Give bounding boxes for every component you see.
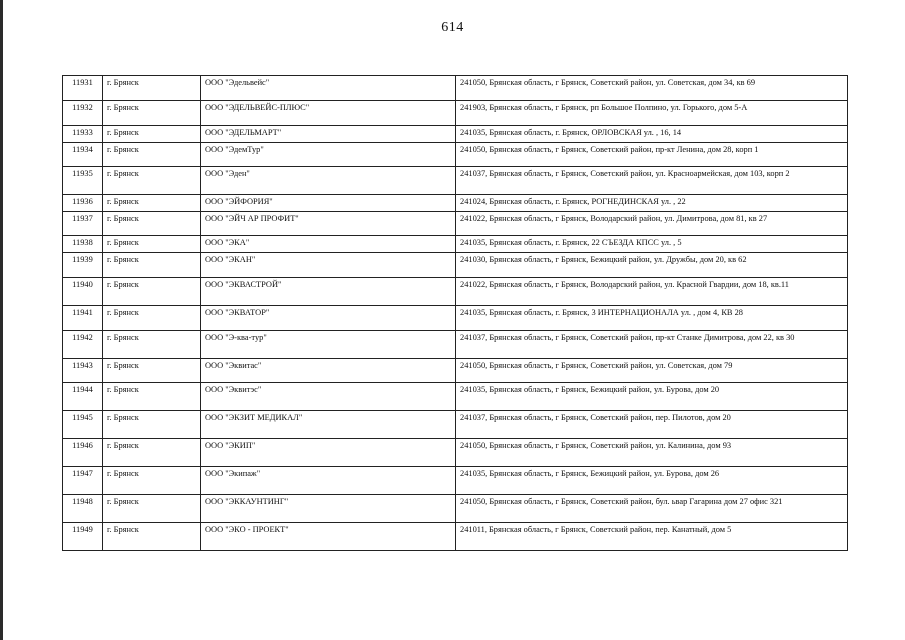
row-address: 241022, Брянская область, г Брянск, Володарский район, ул. Димитрова, дом 81, кв 27: [456, 212, 848, 236]
row-number: 11939: [63, 253, 103, 278]
table-row: [63, 523, 848, 551]
row-address: 241050, Брянская область, г Брянск, Советский район, ул. Советская, дом 79: [456, 359, 848, 383]
row-number: 11937: [63, 212, 103, 236]
row-organization: ООО "ЭКВАСТРОЙ": [201, 278, 456, 306]
row-address: 241050, Брянская область, г Брянск, Советский район, ул. Советская, дом 34, кв 69: [456, 76, 848, 101]
row-organization: ООО "ЭдемТур": [201, 143, 456, 167]
table-row: [63, 383, 848, 411]
row-address: 241035, Брянская область, г Брянск, Бежицкий район, ул. Бурова, дом 26: [456, 467, 848, 495]
row-organization: ООО "ЭКЗИТ МЕДИКАЛ": [201, 411, 456, 439]
row-address: 241035, Брянская область, г. Брянск, ОРЛОВСКАЯ ул. , 16, 14: [456, 126, 848, 143]
table-row: [63, 143, 848, 167]
row-organization: ООО "Эквитас": [201, 359, 456, 383]
table-row: [63, 253, 848, 278]
row-city: г. Брянск: [103, 306, 201, 331]
table-row: [63, 195, 848, 212]
row-organization: ООО "Экипаж": [201, 467, 456, 495]
row-address: 241037, Брянская область, г Брянск, Советский район, пр-кт Станке Димитрова, дом 22, кв 30: [456, 331, 848, 359]
row-city: г. Брянск: [103, 76, 201, 101]
row-organization: ООО "ЭДЕЛЬМАРТ": [201, 126, 456, 143]
table-row: [63, 212, 848, 236]
page-number: 614: [441, 20, 464, 35]
row-organization: ООО "Э-ква-тур": [201, 331, 456, 359]
row-city: г. Брянск: [103, 195, 201, 212]
table-row: [63, 306, 848, 331]
row-number: 11933: [63, 126, 103, 143]
row-city: г. Брянск: [103, 383, 201, 411]
row-address: 241022, Брянская область, г Брянск, Володарский район, ул. Красной Гвардии, дом 18, кв.11: [456, 278, 848, 306]
row-address: 241024, Брянская область, г. Брянск, РОГНЕДИНСКАЯ ул. , 22: [456, 195, 848, 212]
row-organization: ООО "ЭДЕЛЬВЕЙС-ПЛЮС": [201, 101, 456, 126]
row-city: г. Брянск: [103, 439, 201, 467]
row-city: г. Брянск: [103, 253, 201, 278]
row-number: 11936: [63, 195, 103, 212]
row-address: 241030, Брянская область, г Брянск, Бежицкий район, ул. Дружбы, дом 20, кв 62: [456, 253, 848, 278]
table-row: [63, 278, 848, 306]
row-city: г. Брянск: [103, 167, 201, 195]
scan-left-edge: [0, 0, 3, 640]
row-address: 241035, Брянская область, г. Брянск, 3 ИНТЕРНАЦИОНАЛА ул. , дом 4, КВ 28: [456, 306, 848, 331]
row-number: 11934: [63, 143, 103, 167]
row-city: г. Брянск: [103, 212, 201, 236]
table-row: [63, 101, 848, 126]
row-number: 11941: [63, 306, 103, 331]
table-row: [63, 495, 848, 523]
row-number: 11948: [63, 495, 103, 523]
row-city: г. Брянск: [103, 523, 201, 551]
row-city: г. Брянск: [103, 101, 201, 126]
row-number: 11947: [63, 467, 103, 495]
row-city: г. Брянск: [103, 411, 201, 439]
table-row: [63, 236, 848, 253]
row-city: г. Брянск: [103, 278, 201, 306]
row-number: 11942: [63, 331, 103, 359]
row-organization: ООО "ЭЙЧ АР ПРОФИТ": [201, 212, 456, 236]
row-organization: ООО "ЭКВАТОР": [201, 306, 456, 331]
row-address: 241050, Брянская область, г Брянск, Советский район, ул. Калинина, дом 93: [456, 439, 848, 467]
row-organization: ООО "ЭККАУНТИНГ": [201, 495, 456, 523]
row-address: 241037, Брянская область, г Брянск, Советский район, пер. Пилотов, дом 20: [456, 411, 848, 439]
row-address: 241011, Брянская область, г Брянск, Советский район, пер. Канатный, дом 5: [456, 523, 848, 551]
table-row: [63, 126, 848, 143]
row-number: 11943: [63, 359, 103, 383]
table-row: [63, 439, 848, 467]
row-number: 11949: [63, 523, 103, 551]
row-number: 11932: [63, 101, 103, 126]
row-city: г. Брянск: [103, 236, 201, 253]
table-row: [63, 76, 848, 101]
row-city: г. Брянск: [103, 331, 201, 359]
row-organization: ООО "Эдельвейс": [201, 76, 456, 101]
row-address: 241035, Брянская область, г. Брянск, 22 СЪЕЗДА КПСС ул. , 5: [456, 236, 848, 253]
row-organization: ООО "ЭКА": [201, 236, 456, 253]
row-number: 11935: [63, 167, 103, 195]
row-address: 241037, Брянская область, г Брянск, Советский район, ул. Красноармейская, дом 103, корп 2: [456, 167, 848, 195]
row-number: 11945: [63, 411, 103, 439]
organization-registry-table: [62, 75, 848, 551]
table-row: [63, 167, 848, 195]
row-address: 241903, Брянская область, г Брянск, рп Большое Полпино, ул. Горького, дом 5-А: [456, 101, 848, 126]
table-row: [63, 467, 848, 495]
row-number: 11946: [63, 439, 103, 467]
row-number: 11944: [63, 383, 103, 411]
table-row: [63, 411, 848, 439]
row-organization: ООО "ЭЙФОРИЯ": [201, 195, 456, 212]
row-city: г. Брянск: [103, 495, 201, 523]
row-address: 241050, Брянская область, г Брянск, Советский район, бул. ьвар Гагарина дом 27 офис 321: [456, 495, 848, 523]
row-organization: ООО "Эден": [201, 167, 456, 195]
row-city: г. Брянск: [103, 143, 201, 167]
table-row: [63, 359, 848, 383]
table-row: [63, 331, 848, 359]
row-organization: ООО "ЭКИП": [201, 439, 456, 467]
row-address: 241035, Брянская область, г Брянск, Бежицкий район, ул. Бурова, дом 20: [456, 383, 848, 411]
row-organization: ООО "ЭКАН": [201, 253, 456, 278]
row-number: 11938: [63, 236, 103, 253]
row-number: 11931: [63, 76, 103, 101]
row-organization: ООО "ЭКО - ПРОЕКТ": [201, 523, 456, 551]
row-city: г. Брянск: [103, 467, 201, 495]
row-organization: ООО "Эквитэс": [201, 383, 456, 411]
row-number: 11940: [63, 278, 103, 306]
row-address: 241050, Брянская область, г Брянск, Советский район, пр-кт Ленина, дом 28, корп 1: [456, 143, 848, 167]
row-city: г. Брянск: [103, 126, 201, 143]
row-city: г. Брянск: [103, 359, 201, 383]
